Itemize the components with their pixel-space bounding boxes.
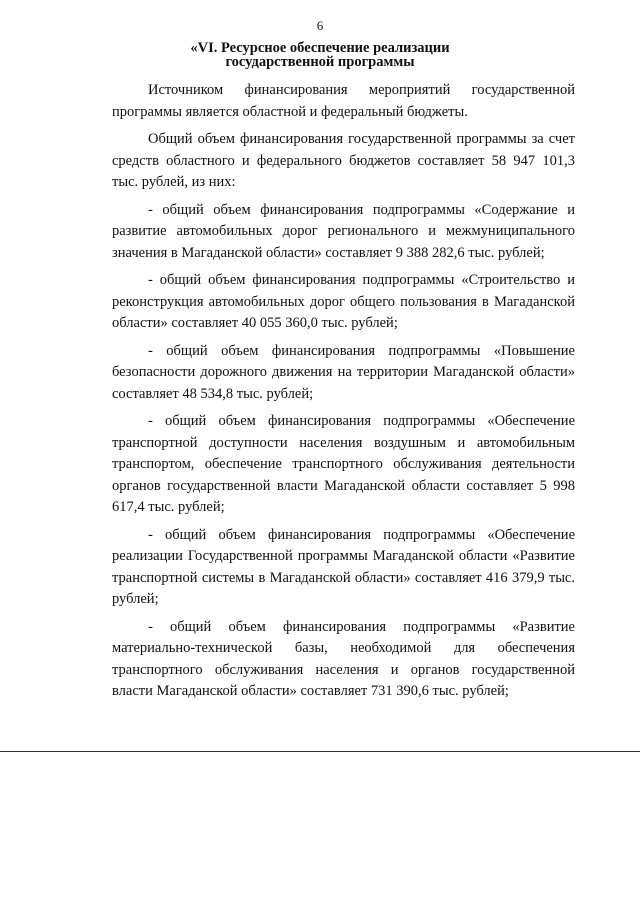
list-item-roads-construction: - общий объем финансирования подпрограммы «Строительство и реконструкция автомобильных дорог общего пользования в Магаданской области» составляет 40 055 360,0 тыс. рублей;	[112, 272, 575, 331]
list-item-material-base: - общий объем финансирования подпрограммы «Развитие материально-технической базы, необходимой для обеспечения транспортного обслуживания населения и органов государственной власти Магаданской области» составляет 731 390,6 тыс. рублей;	[112, 618, 575, 699]
list-item-roads-maintenance: - общий объем финансирования подпрограммы «Содержание и развитие автомобильных дорог регионального и межмуниципального значения в Магаданской области» составляет 9 388 282,6 тыс. рублей;	[112, 201, 575, 261]
list-item-program-implementation: - общий объем финансирования подпрограммы «Обеспечение реализации Государственной программы Магаданской области «Развитие транспортной системы в Магаданской области» составляет 416 379,9 тыс. рублей;	[112, 526, 575, 607]
paragraph-funding-source: Источником финансирования мероприятий государственной программы является областной и федеральный бюджеты.	[112, 82, 575, 120]
footer-divider	[0, 751, 640, 752]
list-item-transport-accessibility: - общий объем финансирования подпрограммы «Обеспечение транспортной доступности населения воздушным и автомобильным транспортом, обеспечение транспортного обслуживания деятельности органов государственной власти Магаданской области составляет 5 998 617,4 тыс. рублей;	[112, 413, 575, 515]
section-heading-line-1: «VI. Ресурсное обеспечение реализации	[190, 40, 450, 56]
list-item-road-safety: - общий объем финансирования подпрограммы «Повышение безопасности дорожного движения на территории Магаданской области» составляет 48 534,8 тыс. рублей;	[112, 342, 575, 402]
section-heading	[100, 41, 540, 69]
page-number: 6	[316, 18, 324, 33]
body-text	[112, 80, 575, 709]
section-heading-line-2: государственной программы	[225, 54, 415, 70]
paragraph-total-funding: Общий объем финансирования государственной программы за счет средств областного и федерального бюджетов составляет 58 947 101,3 тыс. рублей, из них:	[112, 131, 575, 190]
